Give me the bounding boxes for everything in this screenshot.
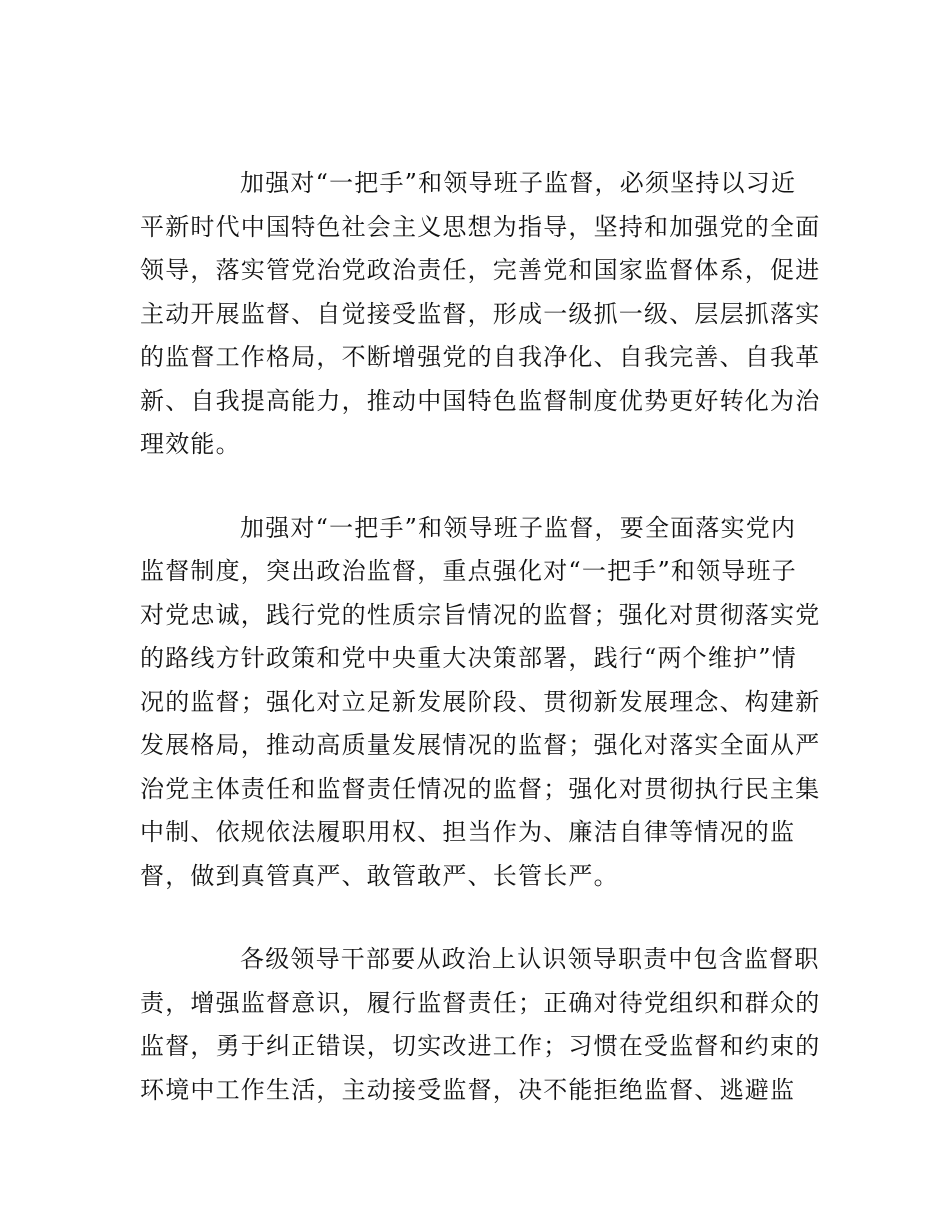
paragraph-line: 监督制度，突出政治监督，重点强化对“一把手”和领导班子 (140, 557, 797, 585)
paragraph-line: 平新时代中国特色社会主义思想为指导，坚持和加强党的全面 (140, 212, 821, 241)
paragraph-1 (140, 162, 820, 467)
paragraph-line: 的监督工作格局，不断增强党的自我净化、自我完善、自我革 (140, 343, 821, 371)
paragraph-line: 的路线方针政策和党中央重大决策部署，践行“两个维护”情 (140, 644, 797, 672)
paragraph-line: 中制、依规依法履职用权、担当作为、廉洁自律等情况的监 (140, 818, 796, 846)
paragraph-line: 加强对“一把手”和领导班子监督，必须坚持以习近 (240, 169, 797, 197)
paragraph-line: 环境中工作生活，主动接受监督，决不能拒绝监督、逃避监 (140, 1075, 796, 1104)
paragraph-3 (140, 938, 820, 1112)
paragraph-line: 发展格局，推动高质量发展情况的监督；强化对落实全面从严 (140, 731, 821, 759)
paragraph-line: 加强对“一把手”和领导班子监督，要全面落实党内 (240, 513, 797, 542)
paragraph-line: 督，做到真管真严、敢管敢严、长管长严。 (140, 861, 619, 890)
paragraph-line: 对党忠诚，践行党的性质宗旨情况的监督；强化对贯彻落实党 (140, 600, 821, 629)
paragraph-line: 各级领导干部要从政治上认识领导职责中包含监督职 (240, 945, 820, 973)
paragraph-line: 领导，落实管党治党政治责任，完善党和国家监督体系，促进 (140, 256, 821, 284)
paragraph-2 (140, 507, 820, 899)
paragraph-line: 监督，勇于纠正错误，切实改进工作；习惯在受监督和约束的 (140, 1032, 821, 1060)
paragraph-line: 治党主体责任和监督责任情况的监督；强化对贯彻执行民主集 (140, 774, 821, 803)
document-page (140, 162, 820, 1152)
paragraph-line: 况的监督；强化对立足新发展阶段、贯彻新发展理念、构建新 (140, 687, 821, 716)
paragraph-line: 主动开展监督、自觉接受监督，形成一级抓一级、层层抓落实 (140, 299, 821, 328)
paragraph-line: 新、自我提高能力，推动中国特色监督制度优势更好转化为治 (140, 386, 821, 415)
paragraph-line: 理效能。 (140, 430, 241, 458)
paragraph-line: 责，增强监督意识，履行监督责任；正确对待党组织和群众的 (140, 988, 821, 1017)
